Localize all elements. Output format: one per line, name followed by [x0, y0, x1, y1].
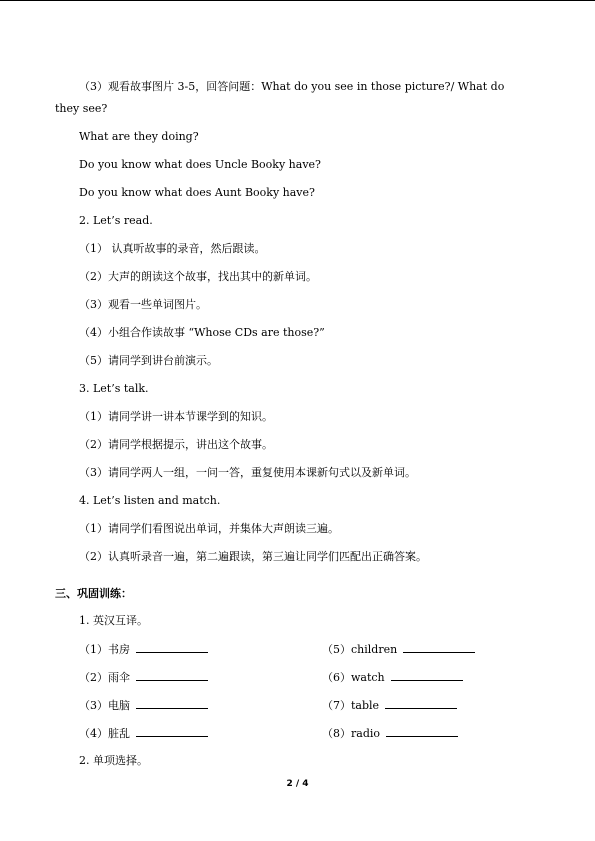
- text-line-5: Do you know what does Aunt Booky have?: [79, 186, 315, 199]
- text-line-3: What are they doing?: [79, 130, 199, 143]
- vocab-item-6: （6）watch: [322, 670, 463, 685]
- answer-blank[interactable]: [403, 642, 475, 653]
- vocab-item-7: （7）table: [322, 698, 457, 713]
- page-top-border: [0, 0, 595, 1]
- text-line-4: Do you know what does Uncle Booky have?: [79, 158, 321, 171]
- text-line-10: （4）小组合作读故事 “Whose CDs are those?”: [79, 326, 325, 339]
- text-line-17: （1）请同学们看图说出单词，并集体大声朗读三遍。: [79, 522, 339, 535]
- text-line-18: （2）认真听录音一遍，第二遍跟读，第三遍让同学们匹配出正确答案。: [79, 550, 427, 563]
- text-line-1: （3）观看故事图片 3-5，回答问题：What do you see in those picture?/ What do: [79, 80, 505, 93]
- step-heading-read: 2. Let’s read.: [79, 214, 153, 227]
- step-heading-listen: 4. Let’s listen and match.: [79, 494, 221, 507]
- text-line-7: （1） 认真听故事的录音，然后跟读。: [79, 242, 266, 255]
- answer-blank[interactable]: [136, 726, 208, 737]
- text-line-2: they see?: [55, 102, 108, 115]
- question-2-title: 2. 单项选择。: [79, 754, 148, 767]
- answer-blank[interactable]: [391, 670, 463, 681]
- vocab-item-8: （8）radio: [322, 726, 458, 741]
- vocab-item-5: （5）children: [322, 642, 475, 657]
- text-line-8: （2）大声的朗读这个故事，找出其中的新单词。: [79, 270, 317, 283]
- page-number: 2 / 4: [286, 779, 309, 789]
- answer-blank[interactable]: [136, 642, 208, 653]
- question-1-title: 1. 英汉互译。: [79, 614, 148, 627]
- answer-blank[interactable]: [136, 698, 208, 709]
- vocab-item-3: （3）电脑: [79, 698, 208, 713]
- vocab-item-1: （1）书房: [79, 642, 208, 657]
- text-line-13: （1）请同学讲一讲本节课学到的知识。: [79, 410, 273, 423]
- text-line-14: （2）请同学根据提示，讲出这个故事。: [79, 438, 273, 451]
- answer-blank[interactable]: [386, 726, 458, 737]
- vocab-item-2: （2）雨伞: [79, 670, 208, 685]
- step-heading-talk: 3. Let’s talk.: [79, 382, 149, 395]
- text-line-9: （3）观看一些单词图片。: [79, 298, 207, 311]
- vocab-item-4: （4）脏乱: [79, 726, 208, 741]
- section-heading-practice: 三、巩固训练：: [55, 587, 132, 600]
- answer-blank[interactable]: [385, 698, 457, 709]
- text-line-11: （5）请同学到讲台前演示。: [79, 354, 218, 367]
- text-line-15: （3）请同学两人一组，一问一答，重复使用本课新句式以及新单词。: [79, 466, 416, 479]
- answer-blank[interactable]: [136, 670, 208, 681]
